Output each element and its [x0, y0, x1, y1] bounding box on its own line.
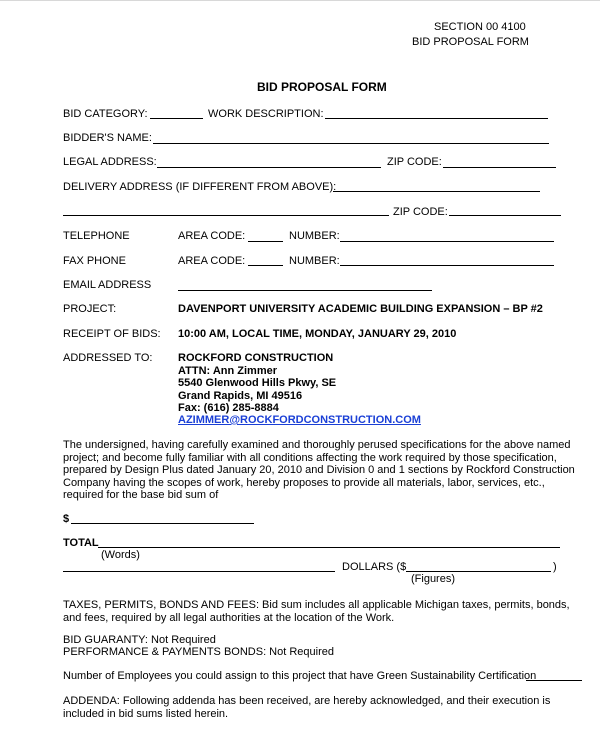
- zip-code-line-2[interactable]: [449, 215, 561, 216]
- page-title: BID PROPOSAL FORM: [257, 80, 387, 94]
- base-bid-amount-line[interactable]: [71, 523, 254, 524]
- addressed-to-label: ADDRESSED TO:: [63, 352, 153, 364]
- words-caption: (Words): [101, 549, 140, 561]
- email-address-label: EMAIL ADDRESS: [63, 279, 152, 291]
- area-code-label-2: AREA CODE:: [178, 255, 246, 267]
- legal-address-label: LEGAL ADDRESS:: [63, 156, 157, 168]
- telephone-label: TELEPHONE: [63, 230, 130, 242]
- bid-category-line[interactable]: [150, 118, 203, 119]
- area-code-label: AREA CODE:: [178, 230, 246, 242]
- bidders-name-label: BIDDER'S NAME:: [63, 132, 152, 144]
- total-label: TOTAL: [63, 537, 99, 549]
- project-label: PROJECT:: [63, 303, 117, 315]
- total-words-line[interactable]: [63, 571, 335, 572]
- address-attn: ATTN: Ann Zimmer: [178, 365, 277, 377]
- telephone-area-code-line[interactable]: [248, 241, 283, 242]
- figures-caption: (Figures): [411, 573, 456, 585]
- employees-label: Number of Employees you could assign to this project that have Green Sustainability Certification: [63, 670, 537, 682]
- total-figures-line[interactable]: [406, 571, 551, 572]
- delivery-address-line[interactable]: [333, 191, 540, 192]
- delivery-address-label: DELIVERY ADDRESS (IF DIFFERENT FROM ABOVE):: [63, 181, 337, 193]
- work-description-line[interactable]: [325, 118, 548, 119]
- address-street: 5540 Glenwood Hills Pkwy, SE: [178, 377, 337, 389]
- address-fax: Fax: (616) 285-8884: [178, 402, 279, 414]
- employees-line[interactable]: [526, 680, 582, 681]
- addenda-paragraph: ADDENDA: Following addenda has been received, are hereby acknowledged, and their execution is included in bid sums listed herein.: [63, 695, 551, 720]
- total-line[interactable]: [98, 547, 560, 548]
- section-number: SECTION 00 4100: [434, 21, 526, 33]
- number-label-2: NUMBER:: [289, 255, 340, 267]
- intro-paragraph: The undersigned, having carefully examined and thoroughly perused specifications for the above named project; and become fully familiar with all conditions affecting the work required by those specification, prepared by Design Plus dated January 20, 2010 and Division 0 and 1 sections by Rockford Construction Company having the scopes of work, hereby proposes to provide all materials, labor, services, etc., required for the base bid sum of: [63, 439, 575, 502]
- bid-guaranty: BID GUARANTY: Not Required: [63, 634, 216, 646]
- email-address-line[interactable]: [178, 290, 432, 291]
- taxes-paragraph: TAXES, PERMITS, BONDS AND FEES: Bid sum includes all applicable Michigan taxes, permits, bonds, and fees, required by all legal authorities at the location of the Work.: [63, 599, 570, 624]
- address-city: Grand Rapids, MI 49516: [178, 390, 303, 402]
- legal-address-line[interactable]: [157, 167, 381, 168]
- zip-code-label-2: ZIP CODE:: [393, 206, 448, 218]
- receipt-of-bids-label: RECEIPT OF BIDS:: [63, 328, 161, 340]
- work-description-label: WORK DESCRIPTION:: [208, 108, 324, 120]
- address-company: ROCKFORD CONSTRUCTION: [178, 352, 334, 364]
- performance-bonds: PERFORMANCE & PAYMENTS BONDS: Not Required: [63, 646, 334, 658]
- telephone-number-line[interactable]: [340, 241, 554, 242]
- fax-phone-label: FAX PHONE: [63, 255, 126, 267]
- dollar-sign: $: [63, 513, 70, 525]
- fax-number-line[interactable]: [340, 265, 554, 266]
- bidders-name-line[interactable]: [153, 143, 549, 144]
- form-name-header: BID PROPOSAL FORM: [412, 36, 529, 48]
- address-email-link[interactable]: AZIMMER@ROCKFORDCONSTRUCTION.COM: [178, 414, 421, 426]
- dollars-label: DOLLARS ($: [342, 561, 407, 573]
- zip-code-label: ZIP CODE:: [387, 156, 442, 168]
- bid-category-label: BID CATEGORY:: [63, 108, 148, 120]
- fax-area-code-line[interactable]: [248, 265, 283, 266]
- receipt-of-bids-value: 10:00 AM, LOCAL TIME, MONDAY, JANUARY 29, 2010: [178, 328, 457, 340]
- number-label: NUMBER:: [289, 230, 340, 242]
- zip-code-line[interactable]: [443, 167, 556, 168]
- project-value: DAVENPORT UNIVERSITY ACADEMIC BUILDING EXPANSION – BP #2: [178, 303, 543, 315]
- close-paren: ): [553, 561, 557, 573]
- delivery-address-line-2[interactable]: [63, 215, 389, 216]
